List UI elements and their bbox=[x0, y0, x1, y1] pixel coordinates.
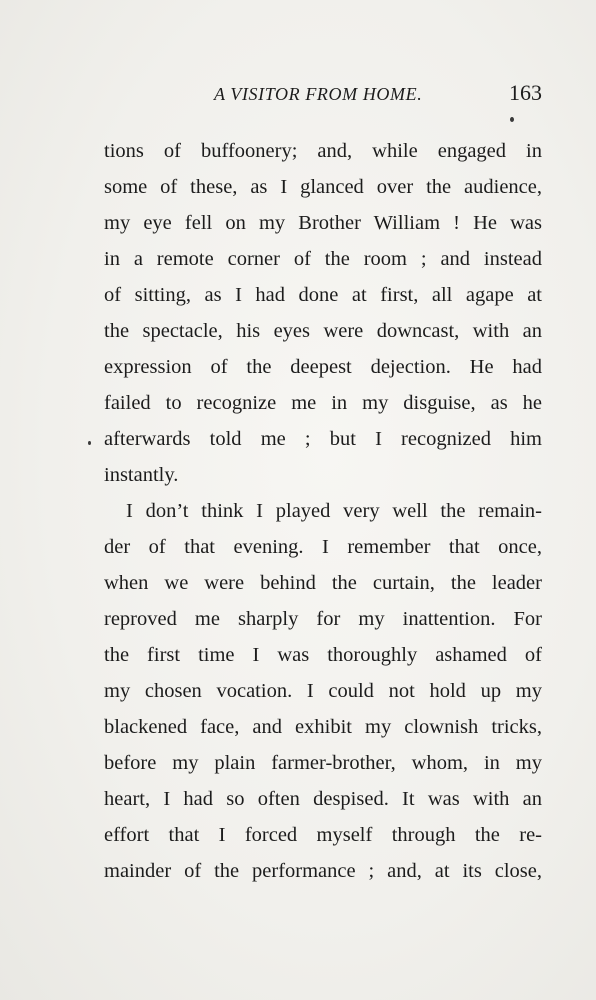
text-line: reproved me sharply for my inattention. For bbox=[104, 608, 542, 630]
text-line: my eye fell on my Brother William ! He was bbox=[104, 212, 542, 234]
text-line: failed to recognize me in my disguise, as he bbox=[104, 392, 542, 414]
page-number: 163 bbox=[509, 80, 542, 105]
ink-speck bbox=[510, 117, 514, 122]
page-header bbox=[104, 80, 542, 112]
text-line: der of that evening. I remember that once, bbox=[104, 536, 542, 558]
ink-speck bbox=[88, 441, 91, 445]
text-line: expression of the deepest dejection. He had bbox=[104, 356, 542, 378]
text-line: of sitting, as I had done at first, all agape at bbox=[104, 284, 542, 306]
text-line: in a remote corner of the room ; and instead bbox=[104, 248, 542, 270]
text-line: blackened face, and exhibit my clownish tricks, bbox=[104, 716, 542, 738]
text-line: effort that I forced myself through the re- bbox=[104, 824, 542, 846]
text-line: afterwards told me ; but I recognized him bbox=[104, 428, 542, 450]
text-line: the spectacle, his eyes were downcast, with an bbox=[104, 320, 542, 342]
text-line: instantly. bbox=[104, 464, 179, 486]
running-title: A VISITOR FROM HOME. bbox=[214, 84, 423, 104]
text-line: tions of buffoonery; and, while engaged in bbox=[104, 140, 542, 162]
text-line: heart, I had so often despised. It was with an bbox=[104, 788, 542, 810]
text-line: mainder of the performance ; and, at its close, bbox=[104, 860, 542, 882]
text-line: before my plain farmer-brother, whom, in my bbox=[104, 752, 542, 774]
text-line: I don’t think I played very well the remain- bbox=[126, 500, 542, 522]
body-text bbox=[104, 133, 542, 889]
text-line: some of these, as I glanced over the audience, bbox=[104, 176, 542, 198]
text-line: my chosen vocation. I could not hold up my bbox=[104, 680, 542, 702]
text-line: when we were behind the curtain, the leader bbox=[104, 572, 542, 594]
text-line: the first time I was thoroughly ashamed of bbox=[104, 644, 542, 666]
